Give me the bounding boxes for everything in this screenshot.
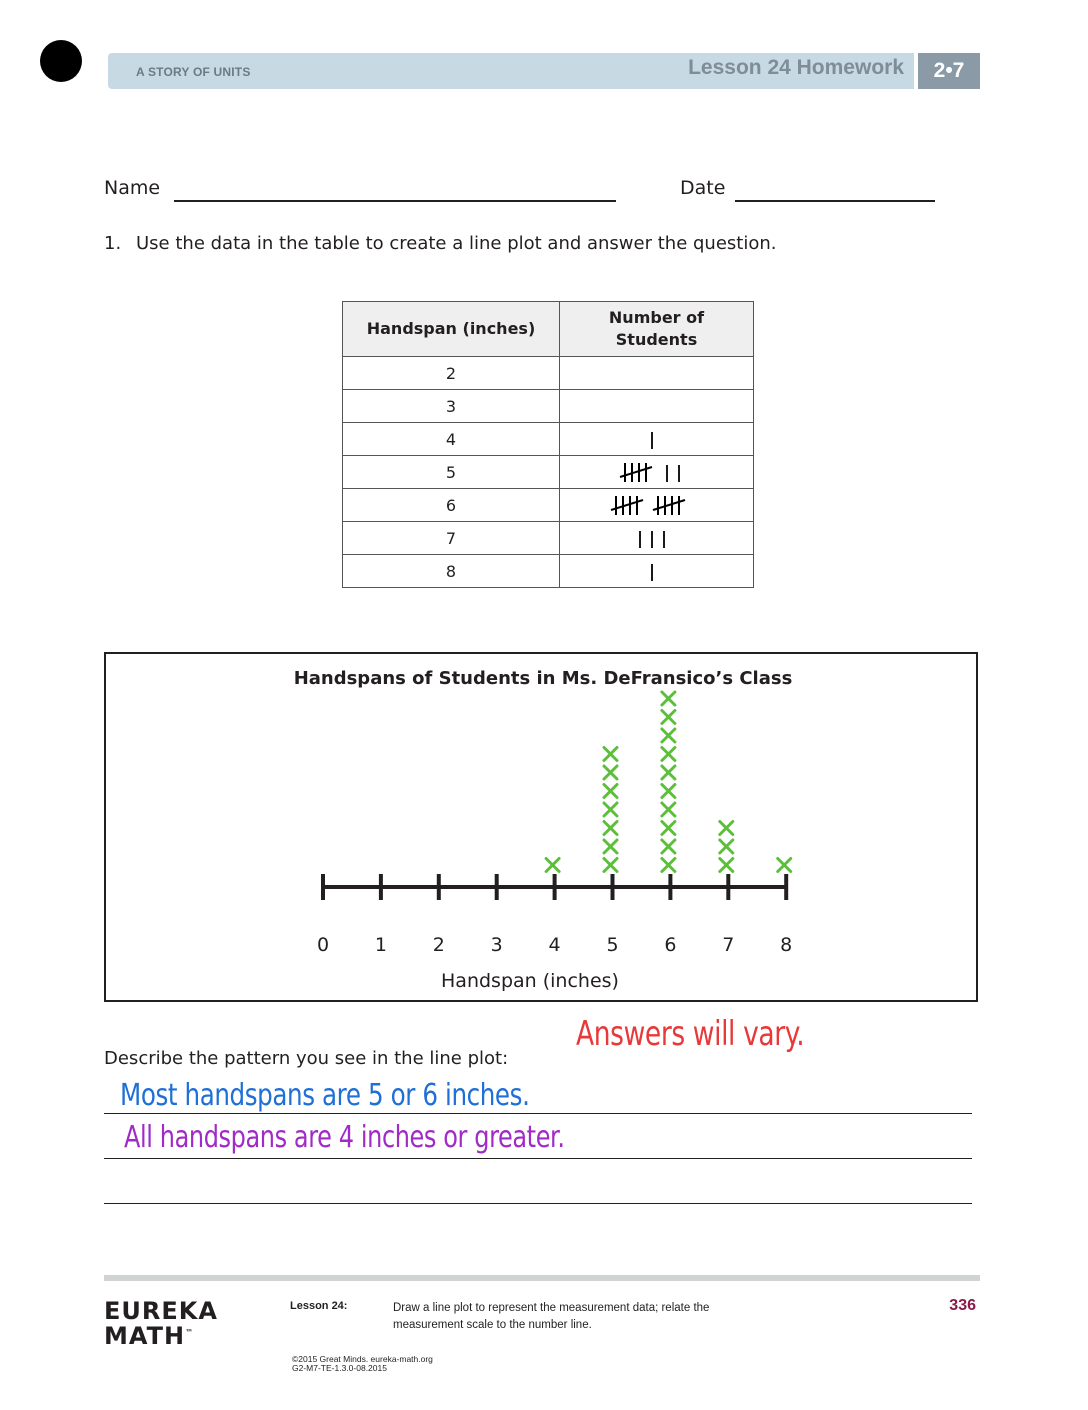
handspan-cell: 4 <box>343 423 560 456</box>
x-mark <box>604 822 617 835</box>
tally-cell <box>560 489 754 522</box>
answer-line-3[interactable] <box>104 1203 972 1204</box>
footer-rule <box>104 1275 980 1281</box>
tally-marks <box>646 425 668 453</box>
x-mark <box>720 822 733 835</box>
x-mark <box>662 840 675 853</box>
x-mark <box>546 859 559 872</box>
handspan-table <box>342 301 754 588</box>
answer-line-2[interactable] <box>104 1158 972 1159</box>
describe-prompt: Describe the pattern you see in the line plot: <box>104 1048 509 1069</box>
table-row <box>343 555 754 588</box>
x-mark <box>662 711 675 724</box>
handspan-cell: 3 <box>343 390 560 423</box>
footer-lesson-label: Lesson 24: <box>290 1300 348 1312</box>
handspan-cell: 8 <box>343 555 560 588</box>
logo-line-2 <box>104 1322 218 1350</box>
logo-line-2-text: MATH <box>104 1322 186 1350</box>
table-row <box>343 522 754 555</box>
logo-trademark: ™ <box>185 1328 195 1337</box>
tick-label: 8 <box>780 934 793 956</box>
tally-marks <box>619 458 695 486</box>
date-label: Date <box>680 177 726 199</box>
x-mark <box>662 766 675 779</box>
x-mark <box>662 822 675 835</box>
tally-marks <box>610 491 704 519</box>
line-plot-canvas <box>106 654 980 1004</box>
x-mark <box>778 859 791 872</box>
x-mark <box>662 748 675 761</box>
copyright <box>292 1355 433 1373</box>
x-mark <box>662 729 675 742</box>
tick-label: 1 <box>374 934 387 956</box>
x-mark <box>662 692 675 705</box>
eureka-math-logo <box>104 1297 218 1350</box>
tally-cell <box>560 522 754 555</box>
x-mark <box>604 859 617 872</box>
x-mark <box>604 803 617 816</box>
handwritten-answer-2: All handspans are 4 inches or greater. <box>124 1120 565 1155</box>
name-label: Name <box>104 177 161 199</box>
tick-label: 5 <box>606 934 619 956</box>
x-mark <box>720 859 733 872</box>
footer-description: Draw a line plot to represent the measurement data; relate the measurement scale to the number line. <box>393 1302 710 1331</box>
line-plot <box>104 652 978 1002</box>
question-number: 1. <box>104 233 122 254</box>
handspan-cell: 2 <box>343 357 560 390</box>
question-text: Use the data in the table to create a line plot and answer the question. <box>136 233 777 254</box>
tally-cell <box>560 390 754 423</box>
table-row <box>343 390 754 423</box>
table-row <box>343 423 754 456</box>
x-mark <box>720 840 733 853</box>
name-field-line[interactable] <box>174 200 616 202</box>
answer-note: Answers will vary. <box>576 1014 805 1054</box>
chart-title: Handspans of Students in Ms. DeFransico’s Class <box>293 668 793 689</box>
copyright-text: ©2015 Great Minds. eureka-math.org <box>292 1354 433 1364</box>
page-number: 336 <box>949 1297 976 1314</box>
x-mark <box>604 785 617 798</box>
handwritten-answer-1: Most handspans are 5 or 6 inches. <box>120 1078 530 1113</box>
tick-label: 3 <box>490 934 503 956</box>
document-code: G2-M7-TE-1.3.0-08.2015 <box>292 1363 387 1373</box>
tick-label: 6 <box>664 934 677 956</box>
series-title: A STORY OF UNITS <box>136 65 251 79</box>
tally-cell <box>560 357 754 390</box>
x-mark <box>604 840 617 853</box>
tick-label: 4 <box>548 934 561 956</box>
lesson-title: Lesson 24 Homework <box>688 56 904 79</box>
x-mark <box>662 785 675 798</box>
grade-module-badge: 2•7 <box>918 53 980 89</box>
tally-cell <box>560 456 754 489</box>
answer-line-1[interactable] <box>104 1113 972 1114</box>
handspan-cell: 6 <box>343 489 560 522</box>
table-header-handspan: Handspan (inches) <box>343 302 560 357</box>
x-mark <box>604 766 617 779</box>
table-header-students <box>560 302 754 357</box>
tick-label: 7 <box>722 934 735 956</box>
handspan-cell: 5 <box>343 456 560 489</box>
x-mark <box>604 748 617 761</box>
handspan-cell: 7 <box>343 522 560 555</box>
x-mark <box>662 859 675 872</box>
tally-cell <box>560 555 754 588</box>
x-axis-label: Handspan (inches) <box>441 970 619 992</box>
date-field-line[interactable] <box>735 200 935 202</box>
hole-punch-dot <box>40 40 82 82</box>
tally-marks <box>646 557 668 585</box>
tick-label: 0 <box>316 934 330 956</box>
table-header-students-text: Number of Students <box>608 307 705 349</box>
tally-marks <box>634 524 680 552</box>
tick-label: 2 <box>432 934 445 956</box>
table-row <box>343 357 754 390</box>
x-mark <box>662 803 675 816</box>
logo-line-1: EUREKA <box>104 1297 218 1325</box>
table-row <box>343 456 754 489</box>
table-row <box>343 489 754 522</box>
tally-cell <box>560 423 754 456</box>
